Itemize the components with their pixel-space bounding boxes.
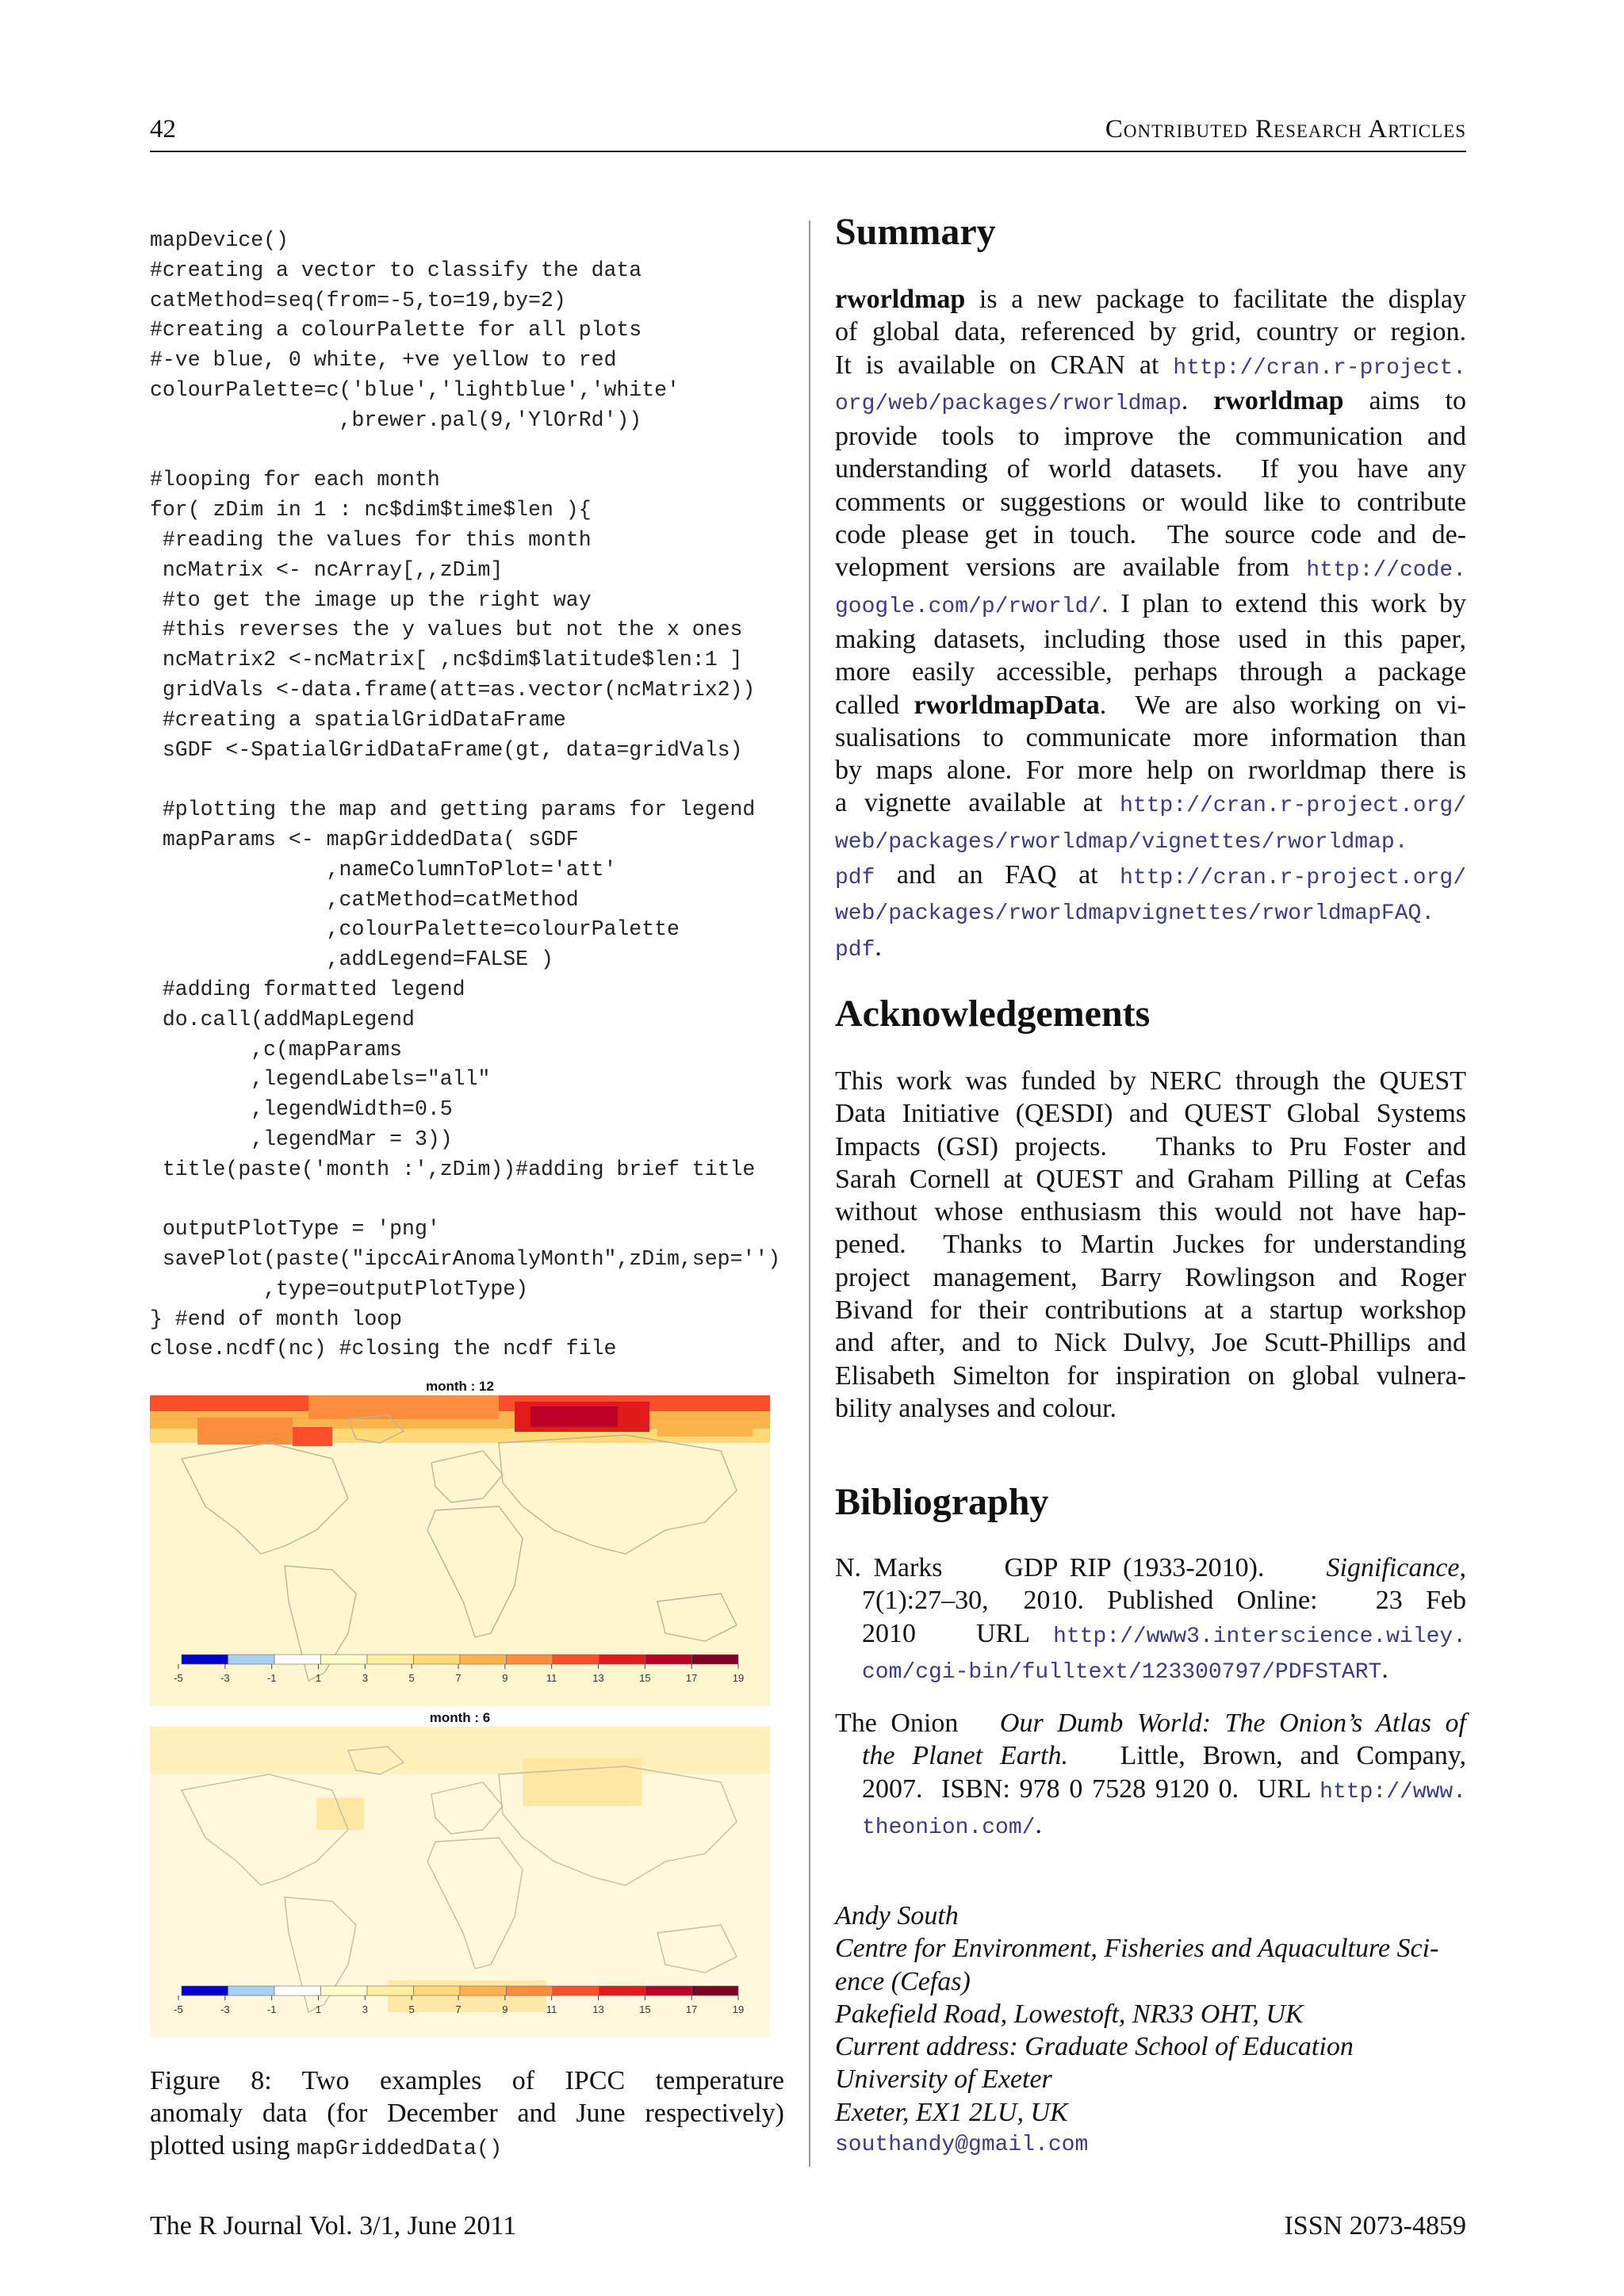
text-line [835, 1808, 1466, 1844]
legend-tick-label: 1 [315, 2003, 322, 2015]
text-run: making datasets, including those used in this paper, [835, 624, 1466, 654]
text-run: of global data, referenced by grid, country or region. [835, 317, 1466, 347]
legend-tick-label: -3 [220, 1672, 230, 1684]
text-run: provide tools to improve the communication and [835, 422, 1466, 452]
legend-swatch [599, 1655, 646, 1664]
italic-text: the Planet Earth. [862, 1741, 1068, 1771]
url-link[interactable]: web/packages/rworldmap/vignettes/rworldmap. [835, 829, 1408, 855]
text-run: is a new package to facilitate the display [965, 285, 1466, 314]
legend-tick-label: 13 [592, 1672, 604, 1684]
legend-swatch [321, 1655, 368, 1664]
url-link[interactable]: http://www3.interscience.wiley. [1053, 1624, 1466, 1649]
header-rule [150, 151, 1466, 152]
caption-line: Figure 8: Two examples of IPCC temperature [150, 2066, 784, 2095]
legend-swatch [460, 1655, 507, 1664]
legend-swatch [228, 1986, 275, 1996]
text-run: Little, Brown, and Company, [1067, 1741, 1466, 1771]
legend-tick-label: 11 [546, 1672, 557, 1684]
text-line [835, 721, 1466, 754]
text-run: comments or suggestions or would like to contribute [835, 487, 1466, 517]
text-run: . [1381, 1654, 1388, 1684]
text-run: understanding of world datasets. If you have any [835, 454, 1466, 484]
bold-term: rworldmap [1213, 385, 1344, 415]
anomaly-map-plot [150, 1727, 770, 2038]
url-link[interactable]: http://www. [1320, 1779, 1466, 1804]
text-run: This work was funded by NERC through the QUEST [835, 1066, 1466, 1096]
text-line [835, 1360, 1466, 1392]
text-run: Data Initiative (QESDI) and QUEST Global Systems [835, 1099, 1466, 1129]
legend-swatch [367, 1655, 414, 1664]
text-run: Bivand for their contributions at a startup workshop [835, 1295, 1466, 1326]
text-run: velopment versions are available from [835, 553, 1307, 583]
url-link[interactable]: com/cgi-bin/fulltext/123300797/PDFSTART [862, 1659, 1382, 1685]
legend-swatch [692, 1986, 739, 1996]
legend-swatch [182, 1986, 228, 1996]
legend-tick-label: 5 [408, 2003, 415, 2015]
bold-term: rworldmapData [914, 690, 1100, 720]
text-run: 2010 URL [862, 1618, 1054, 1648]
legend-swatch [645, 1655, 692, 1664]
caption-code: mapGriddedData() [297, 2137, 503, 2161]
text-run: The Onion [835, 1709, 1000, 1738]
legend-tick-label: -5 [174, 1672, 183, 1684]
legend-swatch [414, 1655, 461, 1664]
text-run: aims to [1343, 385, 1466, 415]
legend-swatch [645, 1986, 692, 1996]
legend-tick-label: 3 [362, 1672, 368, 1684]
author-affiliation-line: Pakefield Road, Lowestoft, NR33 OHT, UK [835, 1999, 1304, 2029]
summary-paragraph [835, 283, 1466, 966]
text-line [835, 1326, 1466, 1359]
legend-tick-label: 7 [455, 2003, 462, 2015]
legend-swatch [274, 1655, 321, 1664]
text-run: sualisations to communicate more information than [835, 722, 1466, 752]
legend-tick-label: 19 [732, 1672, 745, 1684]
legend-tick-label: 13 [592, 2003, 604, 2015]
text-line [835, 1584, 1466, 1617]
text-run: pened. Thanks to Martin Juckes for understanding [835, 1230, 1466, 1260]
text-line [835, 420, 1466, 453]
text-run: more easily accessible, perhaps through a package [835, 657, 1466, 687]
text-run: . I plan to extend this work by [1101, 588, 1466, 618]
journal-section-title: Contributed Research Articles [1105, 115, 1466, 144]
text-run: . [1181, 385, 1214, 415]
text-run: without whose enthusiasm this would not have hap- [835, 1197, 1466, 1227]
text-run: code please get in touch. The source code and de- [835, 520, 1466, 550]
italic-text: Our Dumb World: The Onion’s Atlas of [999, 1709, 1466, 1738]
text-line [835, 1739, 1466, 1772]
text-line [835, 316, 1466, 348]
legend-tick-label: -1 [266, 2003, 277, 2015]
text-line [835, 1228, 1466, 1261]
legend-tick-label: 9 [502, 1672, 508, 1684]
text-run: It is available on CRAN at [835, 350, 1174, 380]
text-run: bility analyses and colour. [835, 1393, 1117, 1423]
text-run: , [1459, 1553, 1466, 1582]
text-line [835, 1653, 1466, 1689]
text-line [835, 453, 1466, 485]
text-run: Sarah Cornell at QUEST and Graham Pilling at Cefas [835, 1164, 1466, 1194]
legend-tick-label: 17 [685, 1672, 698, 1684]
text-line [835, 551, 1466, 587]
legend-tick-label: 19 [732, 2003, 745, 2015]
url-link[interactable]: http://cran.r-project.org/ [1120, 866, 1466, 891]
text-line [835, 1131, 1466, 1163]
url-link[interactable]: http://cran.r-project.org/ [1120, 794, 1466, 819]
legend-tick-label: 15 [639, 1672, 651, 1684]
url-link[interactable]: web/packages/rworldmapvignettes/rworldmapFAQ. [835, 901, 1435, 927]
text-line [835, 859, 1466, 894]
text-line [835, 486, 1466, 519]
column-divider [809, 220, 810, 2167]
arctic-anomaly-band [150, 1395, 770, 1446]
footer-issn: ISSN 2073-4859 [1284, 2211, 1466, 2241]
text-line [835, 519, 1466, 551]
summary-heading: Summary [835, 211, 996, 253]
legend-swatch [182, 1655, 228, 1664]
text-line [835, 1392, 1466, 1425]
page-number: 42 [150, 115, 176, 144]
legend-tick-label: 15 [639, 2003, 651, 2015]
legend-swatch [274, 1986, 321, 1996]
footer-journal-info: The R Journal Vol. 3/1, June 2011 [150, 2211, 517, 2241]
text-line [835, 1294, 1466, 1326]
author-email-link[interactable]: southandy@gmail.com [835, 2133, 1089, 2158]
url-link[interactable]: org/web/packages/rworldmap [835, 391, 1182, 416]
text-line [835, 349, 1466, 385]
map-title: month : 12 [426, 1379, 494, 1394]
legend-tick-label: -1 [266, 1672, 277, 1684]
acknowledgements-paragraph [835, 1065, 1466, 1425]
legend-swatch [507, 1986, 553, 1996]
legend-tick-label: 7 [455, 1672, 462, 1684]
legend-tick-label: -5 [174, 2003, 183, 2015]
legend-swatch [367, 1986, 414, 1996]
legend-swatch [228, 1655, 275, 1664]
text-line [835, 656, 1466, 688]
legend-swatch [321, 1986, 368, 1996]
text-run: by maps alone. For more help on rworldmap there is [835, 756, 1466, 786]
author-affiliation-line: Centre for Environment, Fisheries and Aquaculture Sci- [835, 1934, 1439, 1964]
url-link[interactable]: http://cran.r-project. [1173, 355, 1466, 381]
text-run: Elisabeth Simelton for inspiration on global vulnera- [835, 1360, 1466, 1391]
text-line [835, 1773, 1466, 1808]
legend-tick-label: 11 [546, 2003, 557, 2015]
bold-term: rworldmap [835, 285, 966, 314]
text-line [835, 1707, 1466, 1739]
italic-text: Significance [1326, 1553, 1460, 1582]
text-line [835, 754, 1466, 786]
r-code-listing: mapDevice() #creating a vector to classify the data catMethod=seq(from=-5,to=19,by=2) #creating a colourPalette for all plots #-ve blue, 0 white, +ve yellow to red colourPalette=c('blue','lightblue','white' ,brewer.pal(9,'YlOrRd')) #looping for each month for( zDim in 1 : nc$dim$time$len ){ #reading the values for this month ncMatrix <- ncArray[,,zDim] #to get the image up the right way #this reverses the y values but not the x ones ncMatrix2 <-ncMatrix[ ,nc$dim$latitude$len:1 ] gridVals <-data.frame(att=as.vector(ncMatrix2)) #creating a spatialGridDataFrame sGDF <-SpatialGridDataFrame(gt, data=gridVals) #plotting the map and getting params for legend mapParams <- mapGriddedData( sGDF ,nameColumnToPlot='att' ,catMethod=catMethod ,colourPalette=colourPalette ,addLegend=FALSE ) #adding formatted legend do.call(addMapLegend ,c(mapParams ,legendLabels="all" ,legendWidth=0.5 ,legendMar = 3)) title(paste('month :',zDim))#adding brief title outputPlotType = 'png' savePlot(paste("ipccAirAnomalyMonth",zDim,sep='') ,type=outputPlotType) } #end of month loop close.ncdf(nc) #closing the ncdf file [150, 228, 781, 1361]
text-line [835, 1097, 1466, 1130]
text-run: called [835, 690, 914, 720]
text-run: and after, and to Nick Dulvy, Joe Scutt-Phillips and [835, 1328, 1466, 1358]
url-link[interactable]: google.com/p/rworld/ [835, 594, 1102, 619]
url-link[interactable]: theonion.com/ [862, 1815, 1036, 1840]
text-run: a vignette available at [835, 788, 1120, 818]
legend-tick-label: 9 [502, 2003, 508, 2015]
author-affiliation-line: Current address: Graduate School of Education [835, 2032, 1354, 2062]
text-run: Impacts (GSI) projects. Thanks to Pru Foster and [835, 1131, 1466, 1161]
legend-tick-label: 17 [685, 2003, 698, 2015]
figure-map-december [150, 1376, 770, 1706]
author-affiliation-line: ence (Cefas) [835, 1966, 971, 1996]
acknowledgements-heading: Acknowledgements [835, 993, 1151, 1035]
text-line [835, 1552, 1466, 1584]
text-run: 7(1):27–30, 2010. Published Online: 23 Feb [862, 1586, 1466, 1616]
legend-swatch [553, 1655, 599, 1664]
text-line [835, 1617, 1466, 1653]
legend-swatch [414, 1986, 461, 1996]
text-run: project management, Barry Rowlingson and Roger [835, 1262, 1466, 1292]
author-affiliation-line: Exeter, EX1 2LU, UK [835, 2097, 1068, 2127]
legend-swatch [553, 1986, 599, 1996]
text-run: . We are also working on vi- [1099, 690, 1466, 720]
url-link[interactable]: pdf [835, 937, 875, 962]
text-line [835, 689, 1466, 721]
legend-tick-label: 5 [408, 1672, 415, 1684]
bibliography-entry [835, 1707, 1466, 1844]
legend-tick-label: -3 [220, 2003, 230, 2015]
figure-map-june [150, 1707, 770, 2038]
map-title: month : 6 [429, 1710, 491, 1725]
text-run: N. Marks GDP RIP (1933-2010). [835, 1553, 1327, 1582]
text-line [835, 894, 1466, 930]
author-affiliation-line: University of Exeter [835, 2064, 1052, 2095]
bibliography-entry [835, 1552, 1466, 1689]
legend-swatch [692, 1655, 739, 1664]
url-link[interactable]: http://code. [1306, 558, 1466, 584]
figure-caption [150, 2064, 784, 2166]
url-link[interactable]: pdf [835, 866, 875, 891]
caption-line [150, 2130, 784, 2166]
text-line [835, 385, 1466, 420]
caption-text: plotted using [150, 2131, 297, 2160]
text-line [835, 823, 1466, 859]
legend-swatch [507, 1655, 553, 1664]
caption-line: anomaly data (for December and June respectively) [150, 2099, 784, 2128]
text-line [835, 623, 1466, 656]
text-line [835, 786, 1466, 822]
text-line [835, 1196, 1466, 1228]
legend-tick-label: 1 [315, 1672, 322, 1684]
bibliography-heading: Bibliography [835, 1481, 1049, 1523]
text-line [835, 283, 1466, 316]
text-line [835, 1163, 1466, 1196]
text-line [835, 1065, 1466, 1097]
legend-swatch [460, 1986, 507, 1996]
anomaly-map-plot [150, 1395, 770, 1706]
text-line [835, 587, 1466, 623]
text-line [835, 1261, 1466, 1294]
author-block [835, 1900, 1466, 2161]
text-run: 2007. ISBN: 978 0 7528 9120 0. URL [862, 1774, 1320, 1804]
text-run: . [1035, 1809, 1042, 1839]
author-name: Andy South [835, 1901, 959, 1931]
legend-swatch [599, 1986, 646, 1996]
legend-tick-label: 3 [362, 2003, 368, 2015]
text-line [835, 931, 1466, 966]
text-run: and an FAQ at [875, 860, 1120, 890]
text-run: . [875, 932, 882, 962]
